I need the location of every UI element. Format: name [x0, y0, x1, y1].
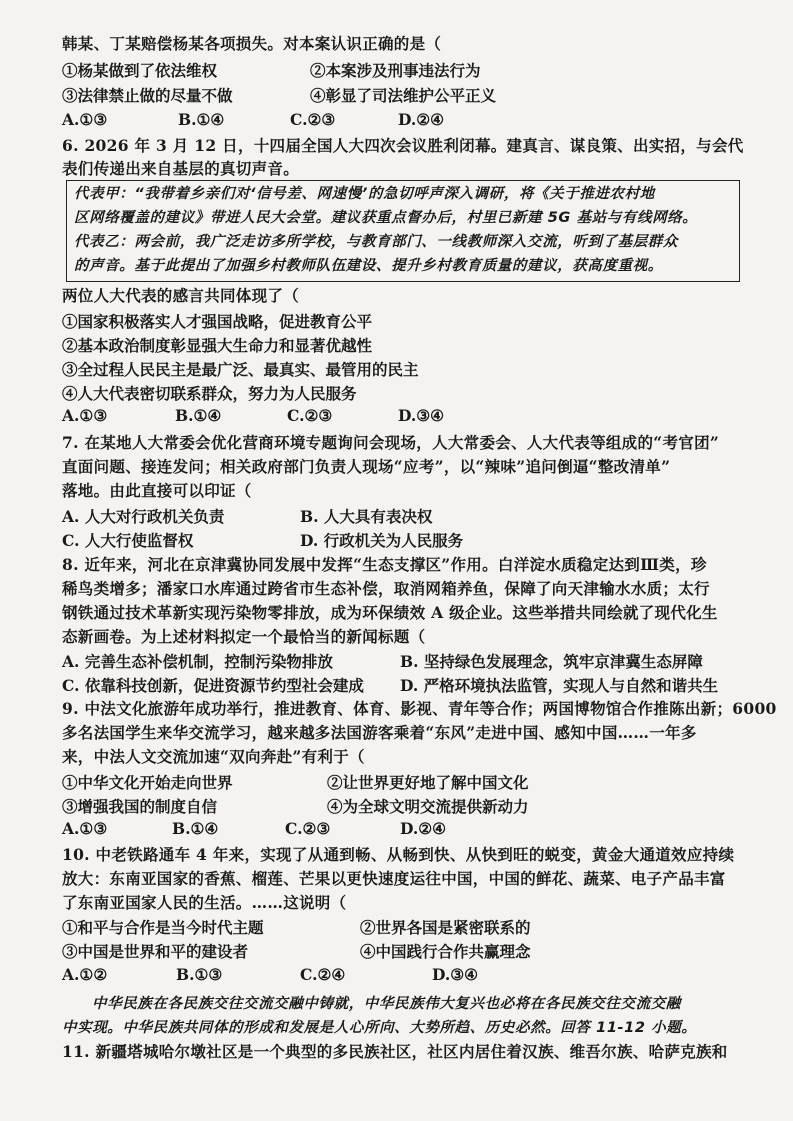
- q6-option-a: A.①③: [62, 406, 108, 425]
- q9-statement-3: ③增强我国的制度自信: [62, 797, 218, 816]
- quote-line-2: 区网络覆盖的建议》带进人民大会堂。建议获重点督办后，村里已新建 5G 基站与有线网络。: [74, 210, 698, 226]
- q9-statement-4: ④为全球文明交流提供新动力: [327, 797, 529, 816]
- q10-stem-line-2: 放大：东南亚国家的香蕉、榴莲、芒果以更快速度运往中国，中国的鲜花、蔬菜、电子产品丰富: [62, 869, 726, 888]
- q10-statement-3: ③中国是世界和平的建设者: [62, 942, 249, 961]
- q6-option-c: C.②③: [287, 406, 333, 425]
- q8-option-c: C. 依靠科技创新，促进资源节约型社会建成: [62, 676, 364, 695]
- q6-statement-1: ①国家积极落实人才强国战略，促进教育公平: [62, 312, 373, 331]
- q10-option-a: A.①②: [62, 965, 108, 984]
- intro-paragraph-line-2: 中实现。中华民族共同体的形成和发展是人心所向、大势所趋、历史必然。回答 11-12 小题。: [62, 1020, 697, 1036]
- quote-line-3: 代表乙：两会前，我广泛走访多所学校，与教育部门、一线教师深入交流，听到了基层群众: [74, 234, 678, 250]
- q6-stem-line-1: 6. 2026 年 3 月 12 日，十四届全国人大四次会议胜利闭幕。建真言、谋良策、出实招，与会代: [62, 136, 744, 155]
- q6-stem-line-3: 两位人大代表的感言共同体现了（: [62, 286, 300, 305]
- q7-stem-line-3: 落地。由此直接可以印证（: [62, 481, 252, 500]
- q10-option-b: B.①③: [176, 965, 223, 984]
- q8-stem-line-4: 态新画卷。为上述材料拟定一个最恰当的新闻标题（: [62, 627, 426, 646]
- q9-option-b: B.①④: [172, 819, 219, 838]
- q6-stem-line-2: 表们传递出来自基层的真切声音。: [62, 159, 300, 178]
- q9-stem-line-1: 9. 中法文化旅游年成功举行，推进教育、体育、影视、青年等合作；两国博物馆合作推陈出新；6000: [62, 699, 777, 718]
- q8-option-d: D. 严格环境执法监管，实现人与自然和谐共生: [400, 676, 719, 695]
- q5-option-a: A.①③: [62, 110, 108, 129]
- q10-statement-2: ②世界各国是紧密联系的: [360, 918, 531, 937]
- q7-option-a: A. 人大对行政机关负责: [62, 507, 225, 526]
- q10-statement-4: ④中国践行合作共赢理念: [360, 942, 531, 961]
- q5-option-d: D.②④: [398, 110, 445, 129]
- q6-option-b: B.①④: [175, 406, 222, 425]
- q9-stem-line-2: 多名法国学生来华交流学习，越来越多法国游客乘着“东风”走进中国、感知中国……一年多: [62, 723, 697, 742]
- q8-stem-line-1: 8. 近年来，河北在京津冀协同发展中发挥“生态支撑区”作用。白洋淀水质稳定达到Ⅲ类，珍: [62, 555, 707, 574]
- q7-stem-line-2: 直面问题、接连发问；相关政府部门负责人现场“应考”，以“辣味”追问倒逼“整改清单”: [62, 457, 671, 476]
- quote-line-1: 代表甲：“我带着乡亲们对‘信号差、网速慢’的急切呼声深入调研，将《关于推进农村地: [74, 186, 655, 202]
- q10-statement-1: ①和平与合作是当今时代主题: [62, 918, 264, 937]
- q6-statement-4: ④人大代表密切联系群众，努力为人民服务: [62, 384, 357, 403]
- q10-option-c: C.②④: [300, 965, 346, 984]
- q8-option-a: A. 完善生态补偿机制，控制污染物排放: [62, 652, 333, 671]
- q7-option-d: D. 行政机关为人民服务: [300, 531, 464, 550]
- q7-option-b: B. 人大具有表决权: [300, 507, 433, 526]
- q5-option-b: B.①④: [178, 110, 225, 129]
- q10-option-d: D.③④: [432, 965, 479, 984]
- q5-statement-1: ①杨某做到了依法维权: [62, 61, 218, 80]
- q9-option-c: C.②③: [285, 819, 331, 838]
- q9-option-d: D.②④: [400, 819, 447, 838]
- q9-statement-1: ①中华文化开始走向世界: [62, 773, 233, 792]
- q9-option-a: A.①③: [62, 819, 108, 838]
- q10-stem-line-1: 10. 中老铁路通车 4 年来，实现了从通到畅、从畅到快、从快到旺的蜕变，黄金大通道效应持续: [62, 845, 735, 864]
- q9-stem-line-3: 来，中法人文交流加速“双向奔赴”有利于（: [62, 747, 365, 766]
- intro-paragraph-line-1: 中华民族在各民族交往交流交融中铸就，中华民族伟大复兴也必将在各民族交往交流交融: [92, 996, 681, 1012]
- q5-statement-4: ④彰显了司法维护公平正义: [310, 86, 497, 105]
- q6-statement-2: ②基本政治制度彰显强大生命力和显著优越性: [62, 336, 373, 355]
- q7-stem-line-1: 7. 在某地人大常委会优化营商环境专题询问会现场，人大常委会、人大代表等组成的“考官团”: [62, 433, 720, 452]
- q5-statement-3: ③法律禁止做的尽量不做: [62, 86, 233, 105]
- q8-stem-line-3: 钢铁通过技术革新实现污染物零排放，成为环保绩效 A 级企业。这些举措共同绘就了现代化生: [62, 603, 718, 622]
- q8-option-b: B. 坚持绿色发展理念，筑牢京津冀生态屏障: [400, 652, 703, 671]
- q11-stem-line-1: 11. 新疆塔城哈尔墩社区是一个典型的多民族社区，社区内居住着汉族、维吾尔族、哈萨克族和: [62, 1042, 728, 1061]
- q6-statement-3: ③全过程人民民主是最广泛、最真实、最管用的民主: [62, 360, 419, 379]
- quote-line-4: 的声音。基于此提出了加强乡村教师队伍建设、提升乡村教育质量的建议，获高度重视。: [74, 258, 663, 274]
- q5-statement-2: ②本案涉及刑事违法行为: [310, 61, 481, 80]
- q8-stem-line-2: 稀鸟类增多；潘家口水库通过跨省市生态补偿，取消网箱养鱼，保障了向天津输水水质；太行: [62, 579, 710, 598]
- q9-statement-2: ②让世界更好地了解中国文化: [327, 773, 529, 792]
- q6-option-d: D.③④: [398, 406, 445, 425]
- q7-option-c: C. 人大行使监督权: [62, 531, 194, 550]
- q5-option-c: C.②③: [290, 110, 336, 129]
- q5-stem-line: 韩某、丁某赔偿杨某各项损失。对本案认识正确的是（: [62, 34, 442, 53]
- q10-stem-line-3: 了东南亚国家人民的生活。……这说明（: [62, 893, 347, 912]
